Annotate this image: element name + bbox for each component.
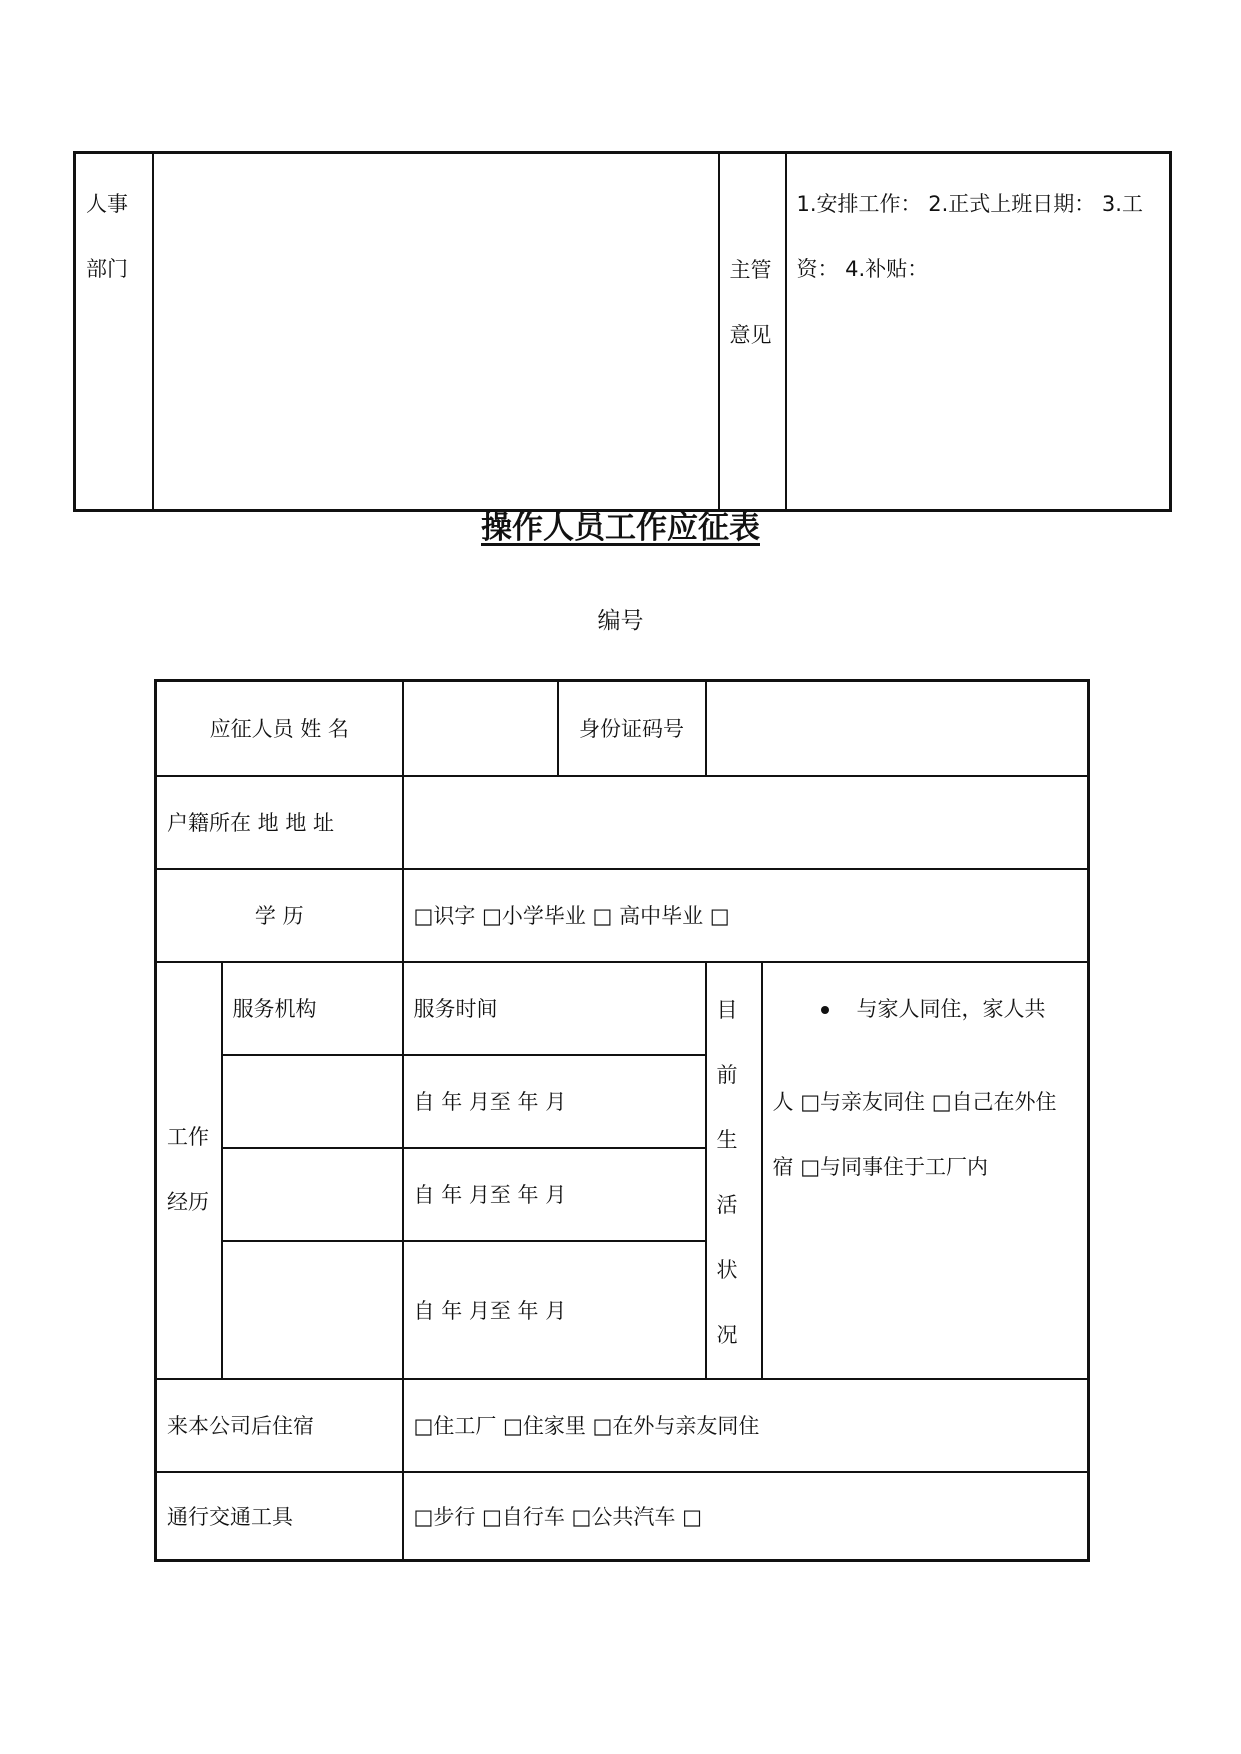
living-option-line-3: 宿 □与同事住于工厂内 xyxy=(772,1154,989,1179)
service-org-input-3[interactable] xyxy=(222,1241,403,1379)
hr-department-label-cell xyxy=(75,153,153,511)
living-status-char-1: 目 xyxy=(716,997,738,1022)
supervisor-label-line-2: 意见 xyxy=(729,323,772,347)
living-status-char-6: 况 xyxy=(716,1322,738,1347)
id-number-label: 身份证码号 xyxy=(558,681,706,776)
supervisor-label-line-1: 主管 xyxy=(729,258,772,282)
transport-options[interactable]: □步行 □自行车 □公共汽车 □ xyxy=(403,1472,1089,1561)
living-status-char-3: 生 xyxy=(716,1127,738,1152)
living-option-line-2: 人 □与亲友同住 □自己在外住 xyxy=(772,1089,1057,1114)
living-status-char-5: 状 xyxy=(716,1257,738,1282)
supervisor-opinion-label-cell xyxy=(719,153,786,511)
living-status-label-cell xyxy=(706,962,762,1379)
supervisor-text-line-2: 资： 4.补贴： xyxy=(796,257,929,281)
hr-approval-table xyxy=(73,151,1172,512)
service-time-row-1: 自 年 月至 年 月 xyxy=(403,1055,706,1148)
household-address-label: 户籍所在 地 地 址 xyxy=(156,776,403,869)
work-history-label-cell xyxy=(156,962,222,1379)
living-option-line-1: 与家人同住，家人共 xyxy=(856,996,1046,1021)
service-time-row-3: 自 年 月至 年 月 xyxy=(403,1241,706,1379)
form-title: 操作人员工作应征表 xyxy=(481,510,760,546)
lodging-label: 来本公司后住宿 xyxy=(156,1379,403,1472)
transport-label: 通行交通工具 xyxy=(156,1472,403,1561)
supervisor-opinion-cell[interactable] xyxy=(786,153,1171,511)
name-label: 应征人员 姓 名 xyxy=(156,681,403,776)
application-form-table xyxy=(154,679,1090,1562)
service-org-input-2[interactable] xyxy=(222,1148,403,1241)
hr-label-line-1: 人事 xyxy=(86,192,128,216)
living-status-char-2: 前 xyxy=(716,1062,738,1087)
living-status-char-4: 活 xyxy=(716,1192,738,1217)
education-options[interactable]: □识字 □小学毕业 □ 高中毕业 □ xyxy=(403,869,1089,962)
hr-department-input-cell[interactable] xyxy=(153,153,719,511)
hr-label-line-2: 部门 xyxy=(86,257,128,281)
household-address-input-cell[interactable] xyxy=(403,776,1089,869)
supervisor-text-line-1: 1.安排工作： 2.正式上班日期： 3.工 xyxy=(796,192,1143,216)
work-history-label-line-2: 经历 xyxy=(167,1190,209,1214)
service-time-header: 服务时间 xyxy=(403,962,706,1055)
lodging-options[interactable]: □住工厂 □住家里 □在外与亲友同住 xyxy=(403,1379,1089,1472)
work-history-label-line-1: 工作 xyxy=(167,1125,209,1149)
service-time-row-2: 自 年 月至 年 月 xyxy=(403,1148,706,1241)
bullet-icon xyxy=(821,1006,829,1014)
service-org-header: 服务机构 xyxy=(222,962,403,1055)
name-input-cell[interactable] xyxy=(403,681,558,776)
form-number-label: 编号 xyxy=(597,608,644,634)
id-number-input-cell[interactable] xyxy=(706,681,1089,776)
service-org-input-1[interactable] xyxy=(222,1055,403,1148)
living-status-options-cell[interactable] xyxy=(762,962,1089,1379)
education-label: 学 历 xyxy=(156,869,403,962)
